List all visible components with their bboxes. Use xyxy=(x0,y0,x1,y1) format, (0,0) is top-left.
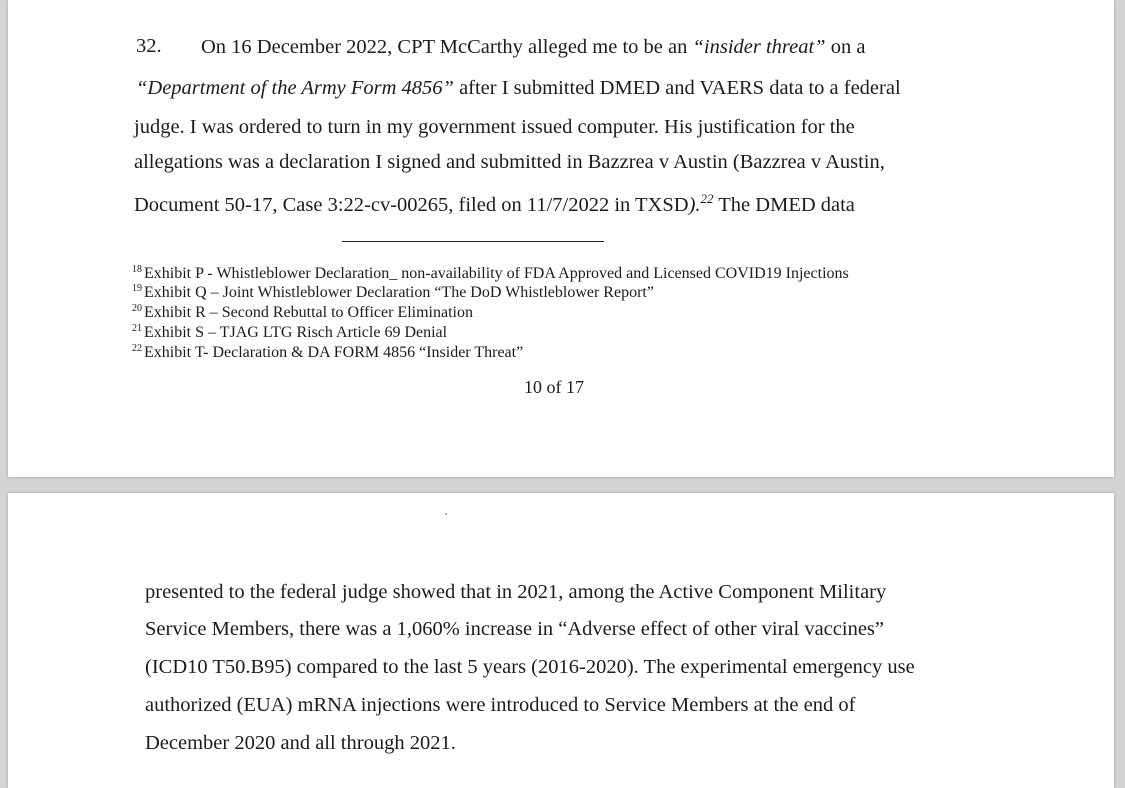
footnote-text: Exhibit S – TJAG LTG Risch Article 69 Denial xyxy=(144,324,448,341)
body-text: The DMED data xyxy=(713,194,855,216)
document-page-bottom xyxy=(8,493,1114,788)
body-text: On 16 December 2022, CPT McCarthy alleged me to be an xyxy=(201,36,693,58)
footnote-number: 20 xyxy=(132,303,142,314)
footnote-separator xyxy=(342,241,604,242)
body-line-10: December 2020 and all through 2021. xyxy=(145,732,456,754)
body-line-7: Service Members, there was a 1,060% increase in “Adverse effect of other viral vaccines” xyxy=(145,618,885,640)
italic-quote: “insider threat” xyxy=(692,36,826,58)
body-line-2 xyxy=(136,76,901,100)
footnote-number: 19 xyxy=(132,283,142,294)
body-text: Document 50-17, Case 3:22-cv-00265, filed on 11/7/2022 in TXSD xyxy=(134,194,689,216)
paragraph-number: 32. xyxy=(136,35,162,57)
footnote-22 xyxy=(132,339,523,362)
page-number: 10 of 17 xyxy=(524,377,584,397)
footnote-text: Exhibit R – Second Rebuttal to Officer Elimination xyxy=(144,304,473,321)
footnote-text: Exhibit Q – Joint Whistleblower Declaration “The DoD Whistleblower Report” xyxy=(144,284,654,301)
footnote-text: Exhibit T- Declaration & DA FORM 4856 “Insider Threat” xyxy=(144,344,524,361)
italic-quote: “Department of the Army Form 4856” xyxy=(136,77,454,99)
footnote-number: 22 xyxy=(132,343,142,354)
body-line-9: authorized (EUA) mRNA injections were introduced to Service Members at the end of xyxy=(145,694,856,716)
body-line-5 xyxy=(134,187,855,217)
document-page-top xyxy=(8,0,1114,477)
footnote-number: 18 xyxy=(132,264,142,275)
scan-speck xyxy=(445,513,447,515)
body-line-6: presented to the federal judge showed that in 2021, among the Active Component Military xyxy=(145,581,887,603)
footnote-number: 21 xyxy=(132,323,142,334)
italic-text: ). xyxy=(688,194,701,216)
body-line-4: allegations was a declaration I signed and submitted in Bazzrea v Austin (Bazzrea v Austin, xyxy=(134,151,885,173)
footnote-text: Exhibit P - Whistleblower Declaration_ non-availability of FDA Approved and Licensed COVID19 Injections xyxy=(144,265,849,282)
footnote-reference: 22 xyxy=(700,191,714,206)
body-line-3: judge. I was ordered to turn in my government issued computer. His justification for the xyxy=(134,116,855,138)
body-text: on a xyxy=(825,36,866,58)
body-line-8: (ICD10 T50.B95) compared to the last 5 years (2016-2020). The experimental emergency use xyxy=(145,656,915,678)
body-text: after I submitted DMED and VAERS data to a federal xyxy=(453,77,901,99)
body-line-1 xyxy=(201,35,865,59)
